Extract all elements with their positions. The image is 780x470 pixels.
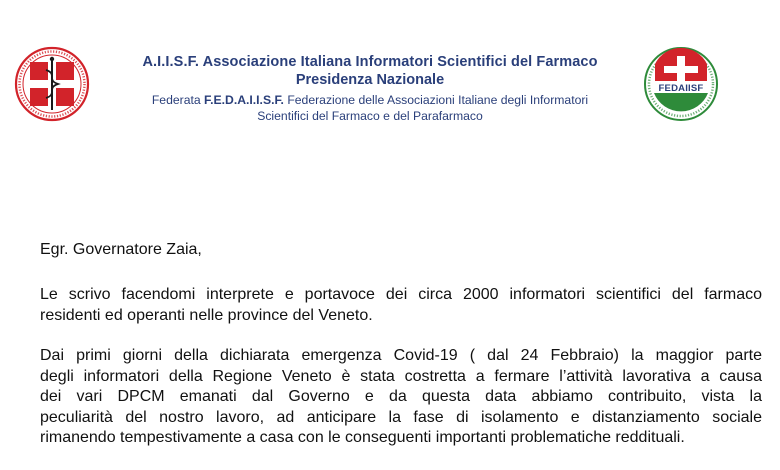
letterhead-presidency: Presidenza Nazionale [295,72,445,88]
letterhead-federata-label: Federata [151,93,205,107]
letter-salutation: Egr. Governatore Zaia, [40,241,202,258]
paragraph-2-line-1: Dai primi giorni della dichiarata emergenza Covid-19 ( dal 24 Febbraio) la maggior parte [40,347,762,364]
letter-paragraph-2 [40,346,762,449]
letterhead [0,0,780,140]
letterhead-federation-name-cont: Scientifici del Farmaco e del Parafarmaco [257,109,483,123]
letter-paragraph-1 [40,285,762,326]
paragraph-1-line-2: residenti ed operanti nelle province del Veneto. [40,306,373,324]
letterhead-fedaiisf-acronym: F.E.D.A.I.I.S.F. [204,93,284,107]
paragraph-2-line-5: rimanendo tempestivamente a casa con le conseguenti importanti problematiche reddituali. [40,429,685,447]
fedaiisf-logo-label: FEDAIISF [658,83,704,94]
letterhead-federation-name: Federazione delle Associazioni Italiane degli Informatori [283,93,589,107]
paragraph-1-line-1: Le scrivo facendomi interprete e portavoce dei circa 2000 informatori scientifici del farmaco [40,286,762,303]
paragraph-2-line-4: peculiarità del nostro lavoro, ad anticipare la fase di isolamento e distanziamento sociale [40,408,762,426]
letterhead-association-name: A.I.I.S.F. Associazione Italiana Informatori Scientifici del Farmaco [142,54,598,70]
paragraph-2-line-3: dei vari DPCM emanati dal Governo e da questa data abbiamo contribuito, vista la [40,388,762,406]
paragraph-2-line-2: degli informatori della Regione Veneto è stata costretta a fermare l’attività lavorativa a causa [40,367,762,385]
aiisf-logo [13,40,91,128]
letterhead-federation-line [100,93,640,107]
